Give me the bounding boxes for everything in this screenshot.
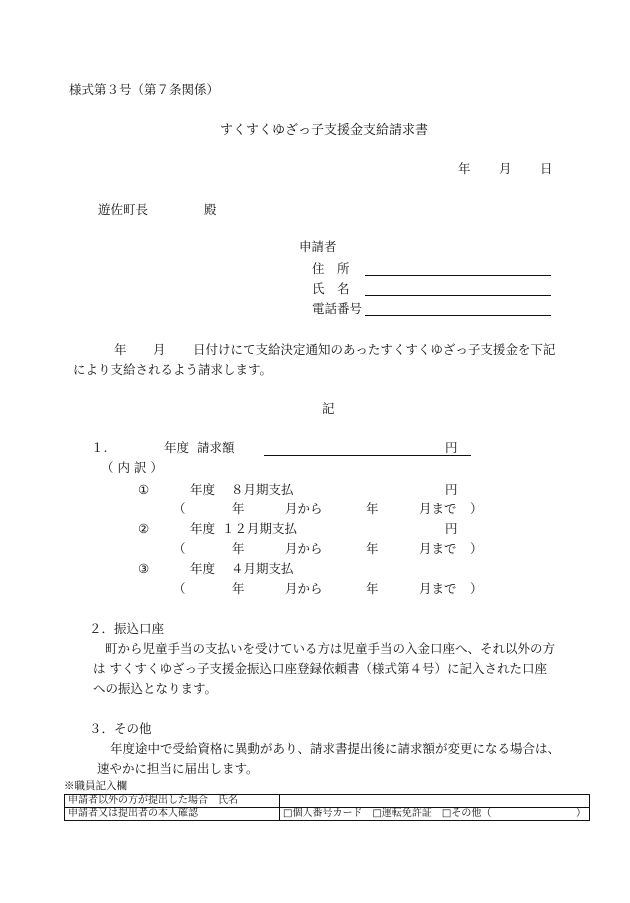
name-field[interactable] — [365, 295, 551, 296]
item-2-year2: 年 — [366, 541, 379, 556]
item-1-paren-open: （ — [173, 501, 186, 516]
item-3-from: 月から — [285, 581, 323, 596]
identity-options — [280, 808, 590, 821]
item-2-nendo: 年度 — [190, 521, 216, 536]
section-3-heading: ３．その他 — [89, 721, 152, 736]
section-1-label: 請求額 — [197, 440, 235, 455]
claim-yen: 円 — [445, 440, 458, 455]
section-2-line3: への振込となります。 — [93, 681, 218, 696]
item-1-mark: ① — [138, 482, 150, 497]
item-2-mark: ② — [138, 521, 150, 536]
applicant-heading: 申請者 — [299, 239, 337, 254]
item-3-paren-close: ） — [470, 581, 483, 596]
breakdown-label: （ 内 訳 ） — [101, 460, 163, 475]
item-3-paren-open: （ — [173, 581, 186, 596]
ki-heading: 記 — [322, 401, 335, 416]
item-2-to: 月まで — [419, 541, 457, 556]
item-2-yen: 円 — [445, 521, 458, 536]
item-2-from: 月から — [285, 541, 323, 556]
identity-options-text: □個人番号カード □運転免許証 □その他（ — [283, 808, 492, 819]
staff-heading: ※職員記入欄 — [64, 780, 127, 792]
item-3-year1: 年 — [232, 581, 245, 596]
date-year: 年 — [458, 161, 471, 176]
item-1-year2: 年 — [366, 501, 379, 516]
staff-row-submitter — [65, 795, 590, 808]
date-month: 月 — [499, 161, 512, 176]
item-1-year1: 年 — [232, 501, 245, 516]
item-3-to: 月まで — [419, 581, 457, 596]
item-2-year1: 年 — [232, 541, 245, 556]
section-2-heading: ２．振込口座 — [89, 621, 165, 636]
claim-amount-field[interactable] — [264, 455, 471, 456]
item-1-yen: 円 — [445, 482, 458, 497]
body-month: 月 — [153, 342, 166, 357]
date-day: 日 — [540, 161, 553, 176]
item-1-nendo: 年度 — [190, 482, 216, 497]
item-1-paren-close: ） — [470, 501, 483, 516]
item-2-paren-close: ） — [470, 541, 483, 556]
item-2-desc: １２月期支払 — [222, 521, 298, 536]
phone-field[interactable] — [365, 315, 551, 316]
addressee-honorific: 殿 — [204, 202, 217, 217]
item-3-desc: ４月期支払 — [231, 561, 294, 576]
address-field[interactable] — [365, 275, 551, 276]
submitter-name-field[interactable] — [280, 795, 590, 808]
staff-row-identity — [65, 808, 590, 821]
item-3-year2: 年 — [366, 581, 379, 596]
section-1-year-label: 年度 — [164, 440, 190, 455]
item-2-paren-open: （ — [173, 541, 186, 556]
section-1-number: １. — [91, 440, 108, 455]
identity-label: 申請者又は提出者の本人確認 — [65, 808, 280, 821]
section-2-line2: は すくすくゆざっ子支援金振込口座登録依頼書（様式第４号）に記入された口座 — [93, 661, 547, 676]
body-year: 年 — [114, 342, 127, 357]
addressee-name: 遊佐町長 — [98, 202, 149, 217]
item-1-from: 月から — [285, 501, 323, 516]
document-title: すくすくゆざっ子支援金支給請求書 — [220, 123, 429, 138]
staff-table — [64, 794, 590, 821]
item-3-nendo: 年度 — [190, 561, 216, 576]
name-label: 氏 名 — [312, 281, 350, 296]
section-3-line1: 年度途中で受給資格に異動があり、請求書提出後に請求額が変更になる場合は、 — [110, 741, 561, 756]
section-3-line2: 速やかに担当に届出します。 — [97, 761, 259, 776]
item-3-mark: ③ — [138, 561, 150, 576]
body-line1: 日付けにて支給決定通知のあったすくすくゆざっ子支援金を下記 — [193, 342, 556, 357]
identity-options-close: ） — [576, 808, 586, 819]
address-label: 住 所 — [312, 261, 350, 276]
body-line2: により支給されるよう請求します。 — [73, 362, 273, 377]
submitter-label: 申請者以外の方が提出した場合 氏名 — [65, 795, 280, 808]
item-1-to: 月まで — [419, 501, 457, 516]
item-1-desc: ８月期支払 — [231, 482, 294, 497]
phone-label: 電話番号 — [312, 301, 363, 316]
form-number: 様式第３号（第７条関係） — [69, 82, 220, 97]
section-2-line1: 町から児童手当の支払いを受けている方は児童手当の入金口座へ、それ以外の方 — [105, 641, 556, 656]
